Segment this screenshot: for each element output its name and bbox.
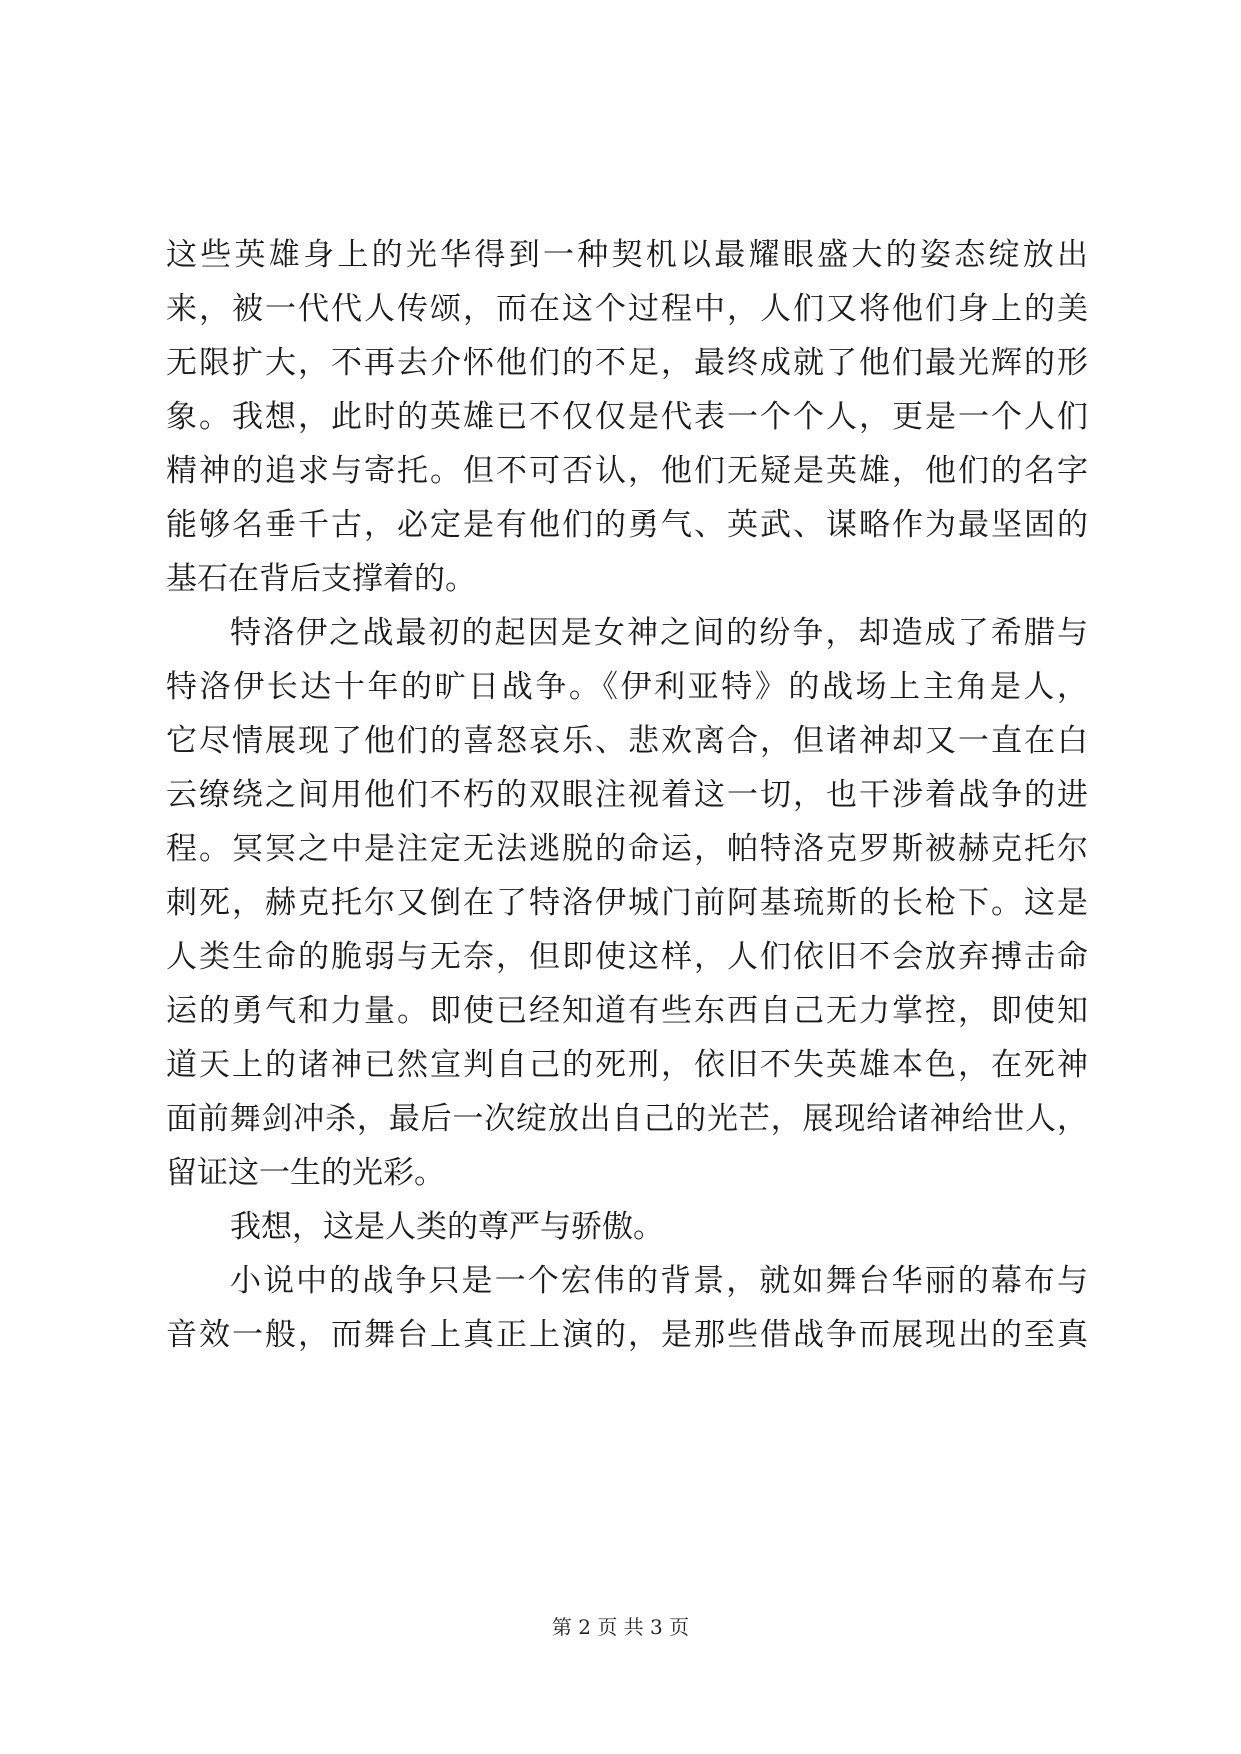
text-line: 来，被一代代人传颂，而在这个过程中，人们又将他们身上的美 bbox=[166, 291, 1088, 327]
text-line: 音效一般，而舞台上真正上演的，是那些借战争而展现出的至真 bbox=[166, 1317, 1088, 1353]
text-line: 人类生命的脆弱与无奈，但即使这样，人们依旧不会放弃搏击命 bbox=[166, 939, 1088, 975]
text-line: 运的勇气和力量。即使已经知道有些东西自己无力掌控，即使知 bbox=[166, 993, 1088, 1029]
text-line: 小说中的战争只是一个宏伟的背景，就如舞台华丽的幕布与 bbox=[230, 1263, 1088, 1299]
text-line: 这些英雄身上的光华得到一种契机以最耀眼盛大的姿态绽放出 bbox=[166, 237, 1088, 273]
text-line: 能够名垂千古，必定是有他们的勇气、英武、谋略作为最坚固的 bbox=[166, 507, 1088, 543]
body-text bbox=[166, 228, 1088, 1362]
text-line: 无限扩大，不再去介怀他们的不足，最终成就了他们最光辉的形 bbox=[166, 345, 1088, 381]
text-line: 特洛伊之战最初的起因是女神之间的纷争，却造成了希腊与 bbox=[230, 615, 1088, 651]
text-line: 云缭绕之间用他们不朽的双眼注视着这一切，也干涉着战争的进 bbox=[166, 777, 1088, 813]
text-line: 精神的追求与寄托。但不可否认，他们无疑是英雄，他们的名字 bbox=[166, 453, 1088, 489]
text-line: 面前舞剑冲杀，最后一次绽放出自己的光芒，展现给诸神给世人， bbox=[166, 1101, 1088, 1137]
text-line: 道天上的诸神已然宣判自己的死刑，依旧不失英雄本色，在死神 bbox=[166, 1047, 1088, 1083]
text-line: 刺死，赫克托尔又倒在了特洛伊城门前阿基琉斯的长枪下。这是 bbox=[166, 885, 1088, 921]
page-number-footer: 第 2 页 共 3 页 bbox=[551, 1615, 690, 1639]
text-line: 程。冥冥之中是注定无法逃脱的命运，帕特洛克罗斯被赫克托尔 bbox=[166, 831, 1088, 867]
text-line: 留证这一生的光彩。 bbox=[166, 1155, 445, 1191]
text-line: 象。我想，此时的英雄已不仅仅是代表一个个人，更是一个人们 bbox=[166, 399, 1088, 435]
text-line: 它尽情展现了他们的喜怒哀乐、悲欢离合，但诸神却又一直在白 bbox=[166, 723, 1088, 759]
text-line: 我想，这是人类的尊严与骄傲。 bbox=[230, 1209, 664, 1245]
text-line: 特洛伊长达十年的旷日战争。《伊利亚特》的战场上主角是人， bbox=[166, 669, 1088, 705]
text-line: 基石在背后支撑着的。 bbox=[166, 561, 476, 597]
